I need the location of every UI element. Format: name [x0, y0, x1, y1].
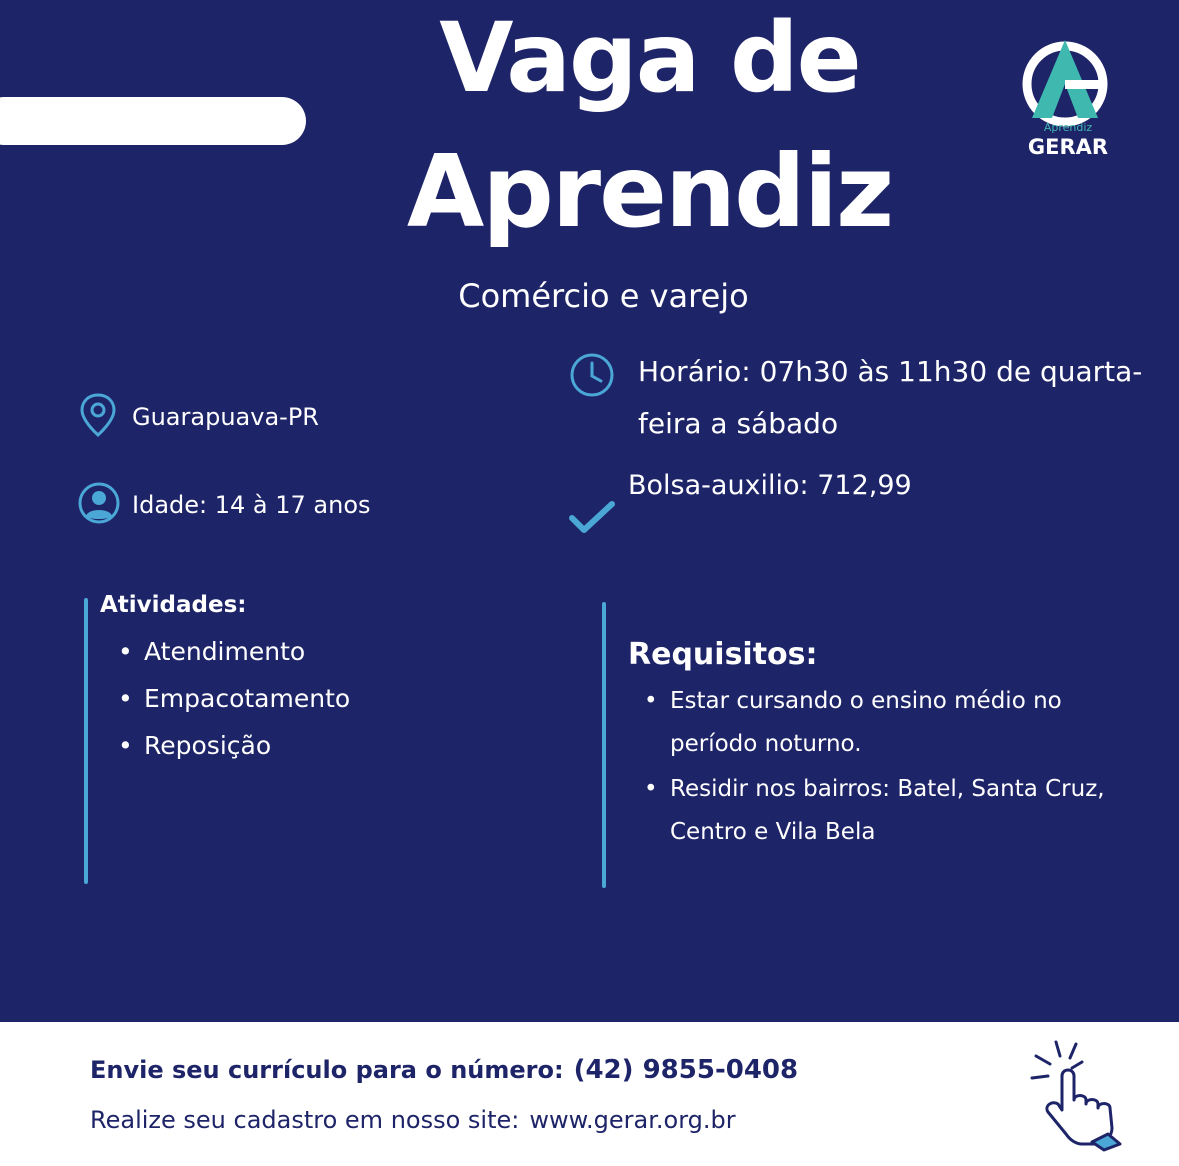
- cv-line: [90, 1053, 798, 1087]
- requirements-title: Requisitos:: [628, 637, 818, 672]
- phone-number[interactable]: (42) 9855-0408: [573, 1055, 799, 1085]
- list-item: • Reposição: [118, 722, 350, 769]
- list-item: • Estar cursando o ensino médio no período noturno.: [644, 680, 1130, 766]
- schedule-line1: Horário: 07h30 às 11h30 de quarta-: [638, 355, 1143, 388]
- stipend-text: Bolsa-auxilio: 712,99: [628, 470, 912, 501]
- logo-big-text: GERAR: [1027, 135, 1109, 159]
- page-title-line2: Aprendiz: [406, 133, 893, 250]
- age-text: Idade: 14 à 17 anos: [132, 491, 371, 519]
- list-item: • Residir nos bairros: Batel, Santa Cruz, Centro e Vila Bela: [644, 768, 1130, 854]
- cv-label: Envie seu currículo para o número:: [90, 1056, 564, 1084]
- map-pin-icon: [78, 392, 118, 438]
- list-item: • Empacotamento: [118, 675, 350, 722]
- requirements-divider: [602, 602, 606, 888]
- requirements-list: [644, 680, 1130, 856]
- site-label: Realize seu cadastro em nosso site:: [90, 1106, 520, 1134]
- site-line: [90, 1103, 736, 1137]
- check-icon: [568, 498, 616, 538]
- page-subtitle: Comércio e varejo: [458, 277, 749, 315]
- clock-icon: [569, 352, 615, 398]
- activities-title: Atividades:: [100, 592, 247, 618]
- site-link[interactable]: www.gerar.org.br: [529, 1106, 736, 1134]
- schedule-line2: feira a sábado: [638, 407, 839, 440]
- user-icon: [78, 482, 120, 524]
- footer-panel: [0, 1022, 1179, 1166]
- activities-list: [118, 628, 350, 769]
- page-title-line1: Vaga de: [439, 2, 860, 114]
- location-text: Guarapuava-PR: [132, 403, 319, 431]
- list-item: • Atendimento: [118, 628, 350, 675]
- pointing-hand-icon: [1022, 1038, 1146, 1152]
- logo-small-text: Aprendiz: [1043, 121, 1093, 134]
- activities-divider: [84, 598, 88, 884]
